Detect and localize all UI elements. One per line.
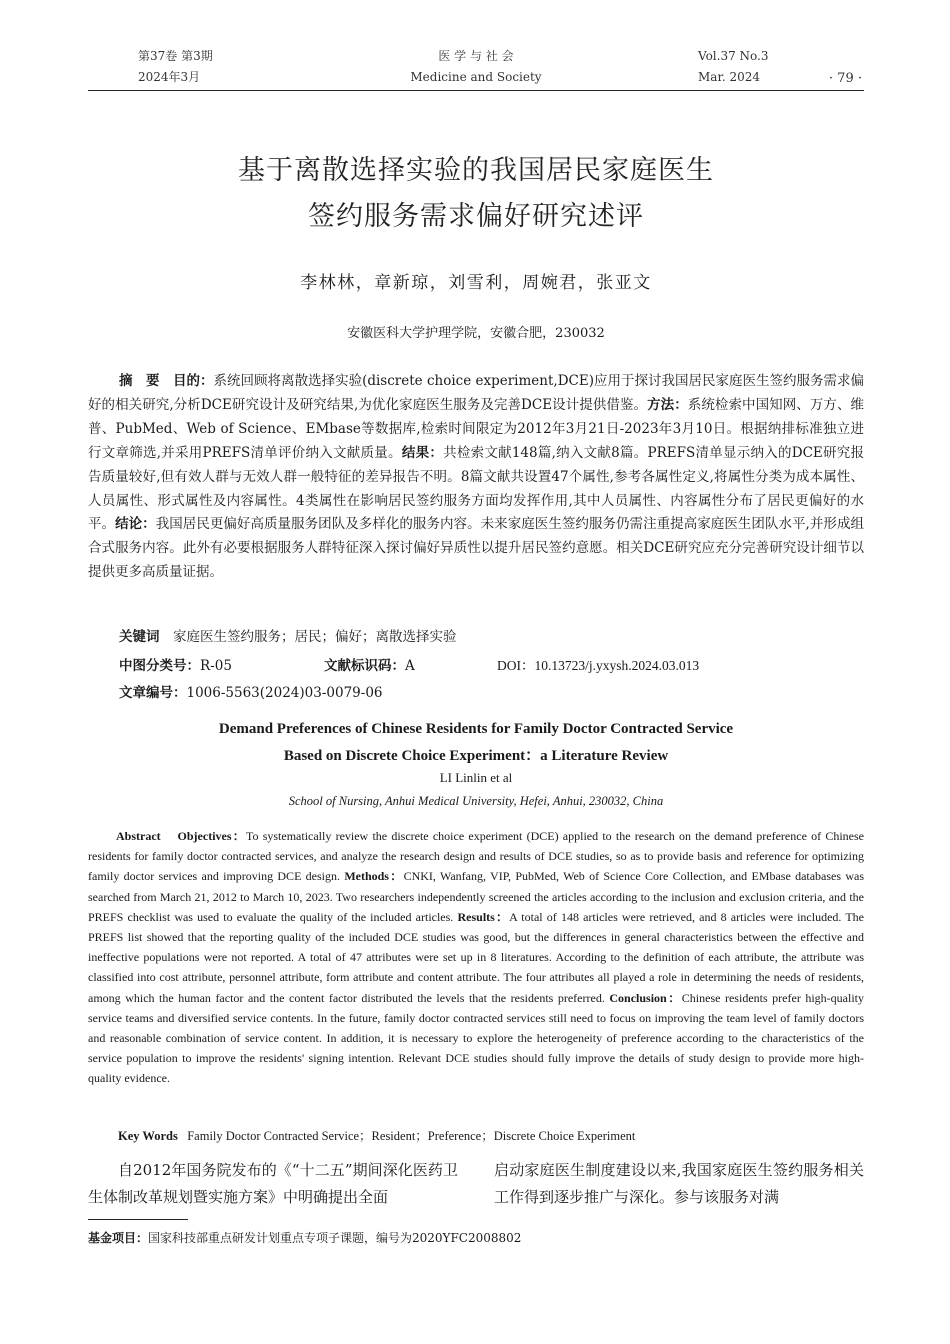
header-date-cn: 2024年3月	[138, 70, 201, 84]
article-number-label: 文章编号：	[119, 685, 187, 701]
affiliation: 安徽医科大学护理学院，安徽合肥，230032	[347, 326, 605, 341]
article-number-value: 1006-5563(2024)03-0079-06	[186, 685, 383, 701]
english-title-line-2: Based on Discrete Choice Experiment：a Literature Review	[283, 748, 669, 764]
objectives-en-label: Objectives：	[177, 829, 246, 843]
conclusion-en-text: Chinese residents prefer high-quality service teams and diversified service contents. In the future, family doctor contracted services still need to focus on improving the team level of family doctors and reasonable combination of service content. In addition, it is necessary to explore the heterogeneity of preference according to the characteristics of the service population to improve the residents' signing intention. Relevant DCE studies should fully improve the details of study design to provide more high-quality evidence.	[88, 990, 865, 1086]
body-column-2: 启动家庭医生制度建设以来,我国家庭医生签约服务相关工作得到逐步推广与深化。参与该服务对满	[494, 1161, 864, 1206]
conclusion-text: 我国居民更偏好高质量服务团队及多样化的服务内容。未来家庭医生签约服务仍需注重提高家庭医生团队水平,并形成组合式服务内容。此外有必要根据服务人群特征深入探讨偏好异质性以提升居民签约意愿。相关DCE研究应充分完善研究设计细节以提供更多高质量证据。	[88, 516, 865, 581]
objectives-en-text: To systematically review the discrete choice experiment (DCE) applied to the research on the demand preference of Chinese residents for family doctor contracted services, and analyze the research design and results of DCE studies, so as to provide basis and reference for optimizing family doctor services and improving DCE design.	[88, 829, 865, 884]
title-line-1: 基于离散选择实验的我国居民家庭医生	[238, 155, 714, 186]
body-column-1: 自2012年国务院发布的《“十二五”期间深化医药卫生体制改革规划暨实施方案》中明确提出全面	[88, 1161, 458, 1206]
funding-label: 基金项目：	[88, 1231, 149, 1245]
objective-label: 目的：	[173, 373, 214, 389]
results-en-text: A total of 148 articles were retrieved, and 8 articles were included. The PREFS list showed that the reporting quality of the included DCE studies was good, but the differences in general characteristics between the effective and ineffective populations were not reported. A total of 47 attributes were set up in 8 literatures. According to the definition of each attribute, the attribute was classified into cost attribute, personnel attribute, form attribute and content attribute. The four attributes all played a role in determining the needs of residents, among which the human factor and the content factor distributed the levels that the residents preferred.	[88, 909, 864, 1005]
abstract-cn-label: 摘 要	[119, 373, 160, 389]
header-date-en: Mar. 2024	[698, 70, 761, 84]
objective-text: 系统回顾将离散选择实验(discrete choice experiment,DCE)应用于探讨我国居民家庭医生签约服务需求偏好的相关研究,分析DCE研究设计及研究结果,为优化家庭医生服务及完善DCE设计提供借鉴。	[88, 373, 865, 413]
header-volume-issue: 第37卷 第3期	[138, 49, 213, 63]
abstract-en	[88, 826, 864, 1089]
conclusion-label: 结论：	[115, 516, 156, 533]
funding-value: 国家科技部重点研发计划重点专项子课题，编号为2020YFC2008802	[148, 1231, 522, 1245]
keywords-en-value: Family Doctor Contracted Service；Resident；Preference；Discrete Choice Experiment	[187, 1129, 636, 1143]
english-author: LI Linlin et al	[439, 770, 513, 785]
keywords-cn-value: 家庭医生签约服务；居民；偏好；离散选择实验	[173, 629, 457, 645]
methods-text: 系统检索中国知网、万方、维普、PubMed、Web of Science、EMbase等数据库,检索时间限定为2012年3月21日-2023年3月10日。根据纳排标准独立进行文章筛选,并采用PREFS清单评价纳入文献质量。	[88, 396, 865, 461]
clc-code	[119, 654, 232, 674]
results-en-label: Results：	[457, 909, 510, 924]
abstract-cn	[88, 370, 864, 585]
conclusion-en-label: Conclusion：	[609, 990, 682, 1005]
keywords-cn-label: 关键词	[119, 629, 160, 645]
english-title-line-1: Demand Preferences of Chinese Residents for Family Doctor Contracted Service	[218, 721, 734, 737]
header-vol-no: Vol.37 No.3	[698, 49, 769, 63]
abstract-en-label: Abstract	[116, 829, 161, 843]
clc-value: R-05	[200, 658, 232, 674]
running-header	[88, 46, 864, 90]
methods-en-label: Methods：	[344, 869, 404, 884]
results-text: 共检索文献148篇,纳入文献8篇。PREFS清单显示纳入的DCE研究报告质量较好,但有效人群与无效人群一般特征的差异报告不明。8篇文献共设置47个属性,参考各属性定义,将属性分类为成本属性、人员属性、形式属性及内容属性。4类属性在影响居民签约服务方面均发挥作用,其中人员属性、内容属性分布了居民更偏好的水平。	[88, 444, 865, 533]
doc-code	[324, 654, 415, 674]
methods-label: 方法：	[647, 396, 688, 413]
doc-code-label: 文献标识码：	[324, 658, 405, 674]
keywords-en-label: Key Words	[118, 1129, 178, 1143]
english-affiliation: School of Nursing, Anhui Medical University, Hefei, Anhui, 230032, China	[288, 794, 664, 808]
methods-en-text: CNKI, Wanfang, VIP, PubMed, Web of Science Core Collection, and EMbase databases was searched from March 21, 2012 to March 10, 2023. Two researchers independently screened the articles according to the inclusion and exclusion criteria, and the PREFS checklist was used to evaluate the quality of the included articles.	[88, 869, 864, 924]
header-journal-en: Medicine and Society	[410, 70, 542, 84]
footnote-funding	[88, 1229, 521, 1246]
header-journal-cn: 医 学 与 社 会	[438, 49, 514, 63]
article-number	[119, 681, 383, 701]
header-vol-en	[698, 46, 769, 88]
article-title	[88, 148, 864, 240]
title-line-2: 签约服务需求偏好研究述评	[308, 201, 644, 232]
results-label: 结果：	[401, 444, 444, 461]
keywords-cn	[119, 625, 457, 645]
keywords-en	[118, 1126, 635, 1144]
english-title	[88, 716, 864, 770]
doi: DOI：10.13723/j.yxysh.2024.03.013	[497, 658, 700, 673]
clc-label: 中图分类号：	[119, 658, 200, 674]
page-number: · 79 ·	[828, 71, 862, 86]
authors: 李林林，章新琼，刘雪利，周婉君，张亚文	[300, 273, 652, 293]
doc-code-value: A	[405, 658, 415, 674]
header-rule	[88, 90, 864, 91]
footnote-rule	[88, 1219, 188, 1220]
